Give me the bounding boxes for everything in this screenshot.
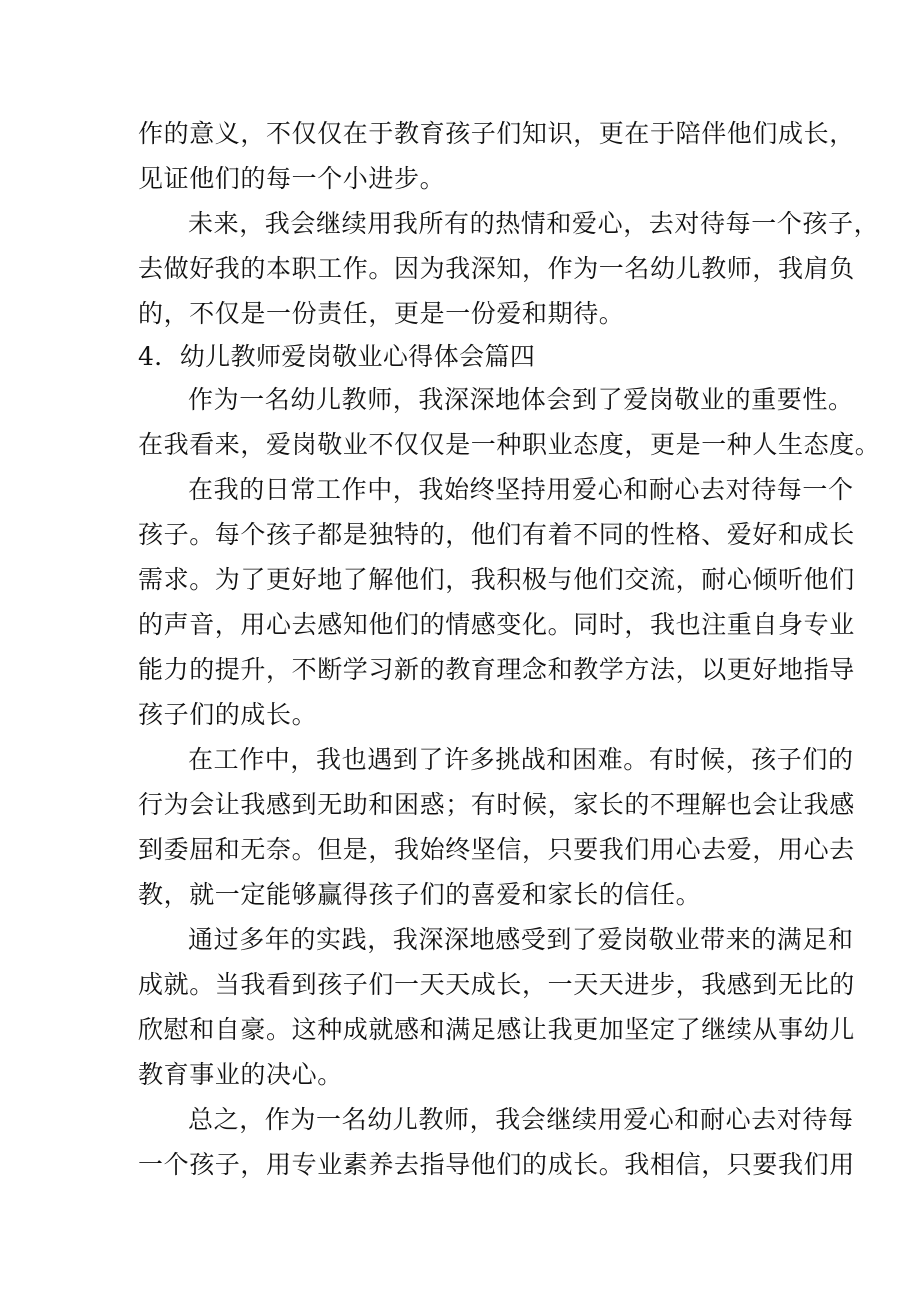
paragraph-line: 的声音，用心去感知他们的情感变化。同时，我也注重自身专业 [138,610,855,639]
paragraph-line: 作的意义，不仅仅在于教育孩子们知识，更在于陪伴他们成长， [138,119,855,148]
paragraph-line: 成就。当我看到孩子们一天天成长，一天天进步，我感到无比的 [138,970,855,999]
paragraph-line: 的，不仅是一份责任，更是一份爱和期待。 [138,299,625,328]
paragraph-line: 见证他们的每一个小进步。 [138,164,446,193]
section-heading: 4．幼儿教师爱岗敬业心得体会篇四 [138,342,536,371]
paragraph-line: 总之，作为一名幼儿教师，我会继续用爱心和耐心去对待每 [188,1105,854,1134]
paragraph-line: 欣慰和自豪。这种成就感和满足感让我更加坚定了继续从事幼儿 [138,1015,855,1044]
paragraph-line: 作为一名幼儿教师，我深深地体会到了爱岗敬业的重要性。 [188,385,854,414]
paragraph-line: 未来，我会继续用我所有的热情和爱心，去对待每一个孩子， [188,209,880,238]
paragraph-line: 孩子。每个孩子都是独特的，他们有着不同的性格、爱好和成长 [138,520,855,549]
paragraph-line: 教，就一定能够赢得孩子们的喜爱和家长的信任。 [138,880,702,909]
paragraph-line: 需求。为了更好地了解他们，我积极与他们交流，耐心倾听他们 [138,565,855,594]
paragraph-line: 到委屈和无奈。但是，我始终坚信，只要我们用心去爱，用心去 [138,835,855,864]
paragraph-line: 去做好我的本职工作。因为我深知，作为一名幼儿教师，我肩负 [138,254,855,283]
paragraph-line: 通过多年的实践，我深深地感受到了爱岗敬业带来的满足和 [188,925,854,954]
paragraph-line: 在工作中，我也遇到了许多挑战和困难。有时候，孩子们的 [188,745,854,774]
paragraph-line: 能力的提升，不断学习新的教育理念和教学方法，以更好地指导 [138,655,855,684]
paragraph-line: 一个孩子，用专业素养去指导他们的成长。我相信，只要我们用 [138,1150,855,1179]
paragraph-line: 孩子们的成长。 [138,700,318,729]
paragraph-line: 教育事业的决心。 [138,1060,343,1089]
paragraph-line: 在我的日常工作中，我始终坚持用爱心和耐心去对待每一个 [188,475,854,504]
paragraph-line: 在我看来，爱岗敬业不仅仅是一种职业态度，更是一种人生态度。 [138,430,881,459]
paragraph-line: 行为会让我感到无助和困惑；有时候，家长的不理解也会让我感 [138,790,855,819]
